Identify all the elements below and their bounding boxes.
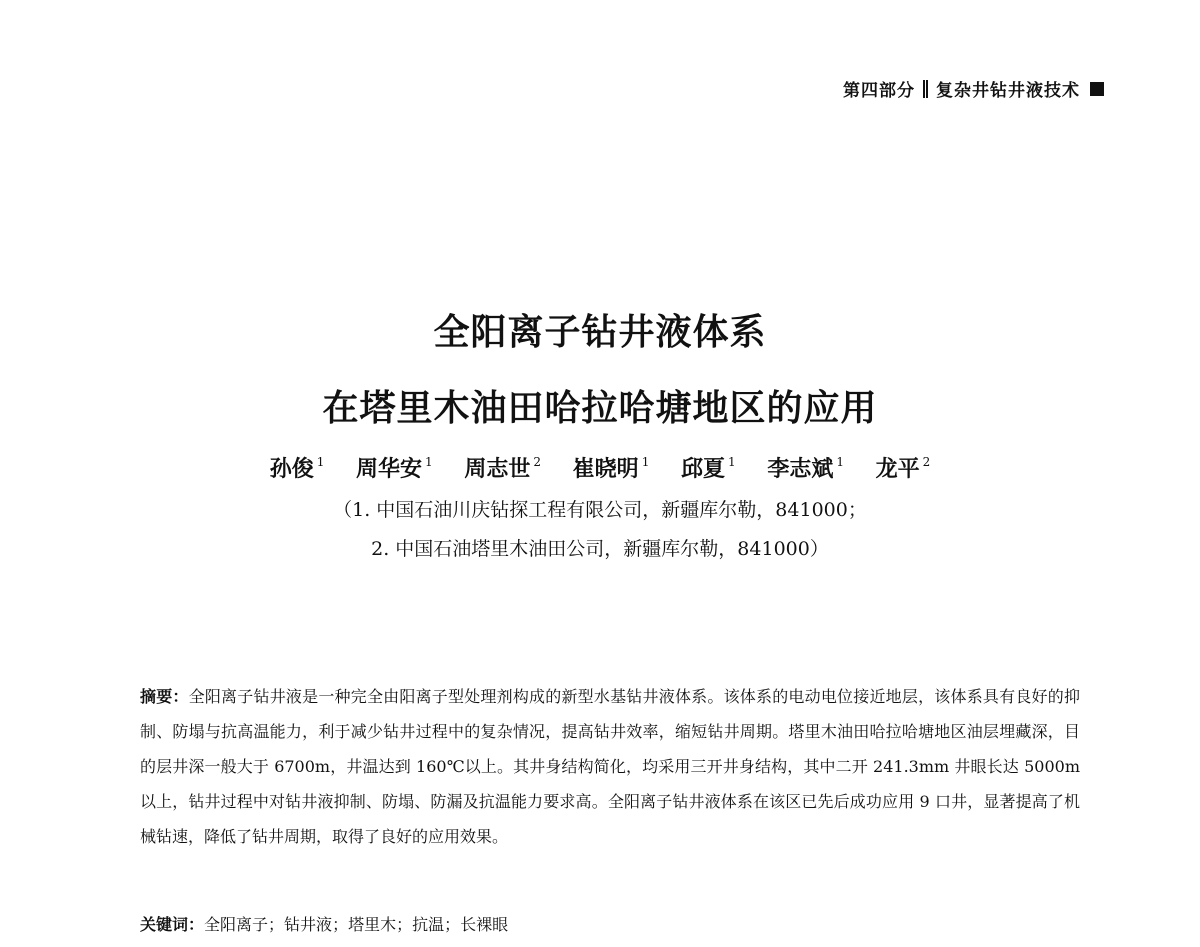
author — [876, 452, 931, 483]
author-affiliation-mark: 2 — [533, 455, 541, 469]
author — [767, 452, 844, 483]
black-square-marker-icon — [1090, 82, 1104, 96]
abstract-label: 摘要： — [140, 687, 189, 706]
abstract-text: 全阳离子钻井液是一种完全由阳离子型处理剂构成的新型水基钻井液体系。该体系的电动电位接近地层，该体系具有良好的抑制、防塌与抗高温能力，利于减少钻井过程中的复杂情况，提高钻井效率，缩短钻井周期。塔里木油田哈拉哈塘地区油层埋藏深，目的层井深一般大于 6700m，井温达到 160℃以上。其井身结构简化，均采用三开井身结构，其中二开 241.3mm 井眼长达 5000m 以上，钻井过程中对钻井液抑制、防塌、防漏及抗温能力要求高。全阳离子钻井液体系在该区已先后成功应用 9 口井，显著提高了机械钻速，降低了钻井周期，取得了良好的应用效果。 — [140, 687, 1080, 846]
keyword: 全阳离子 — [204, 915, 269, 934]
author-name: 崔晓明 — [572, 456, 639, 482]
keywords — [140, 912, 508, 935]
keyword: ； 塔里木 — [332, 915, 396, 934]
paper-title-line-2: 在塔里木油田哈拉哈塘地区的应用 — [322, 387, 878, 429]
keywords-label: 关键词： — [140, 915, 205, 934]
author — [681, 452, 736, 483]
author — [356, 452, 433, 483]
author-name: 周志世 — [464, 456, 531, 482]
author-name: 龙平 — [875, 456, 920, 482]
author-name: 李志斌 — [767, 456, 834, 482]
author-name: 周华安 — [356, 456, 423, 482]
keyword: ； 长裸眼 — [444, 915, 508, 934]
keyword: ； 抗温 — [396, 915, 444, 934]
author-name: 邱夏 — [681, 456, 726, 482]
keyword: ； 钻井液 — [268, 915, 332, 934]
author-affiliation-mark: 1 — [425, 455, 433, 469]
paper-title-line-1: 全阳离子钻井液体系 — [433, 311, 767, 353]
author-name: 孙俊 — [269, 456, 314, 482]
abstract — [140, 679, 1080, 854]
author-affiliation-mark: 2 — [922, 455, 931, 469]
affiliation-line-1: （1. 中国石油川庆钻探工程有限公司，新疆库尔勒，841000； — [333, 499, 867, 521]
author-affiliation-mark: 1 — [728, 455, 736, 469]
affiliation-line-2: 2. 中国石油塔里木油田公司，新疆库尔勒，841000） — [371, 538, 829, 560]
author — [573, 452, 650, 483]
running-header — [843, 76, 1104, 101]
running-header-part: 第四部分 — [843, 81, 915, 101]
author — [464, 452, 541, 483]
running-header-section: 复杂井钻井液技术 — [936, 81, 1080, 101]
author-affiliation-mark: 1 — [316, 455, 325, 469]
author-affiliation-mark: 1 — [641, 455, 650, 469]
author-affiliation-mark: 1 — [836, 455, 844, 469]
author — [270, 452, 325, 483]
double-bar-separator-icon — [923, 80, 928, 98]
author-list — [0, 452, 1200, 483]
